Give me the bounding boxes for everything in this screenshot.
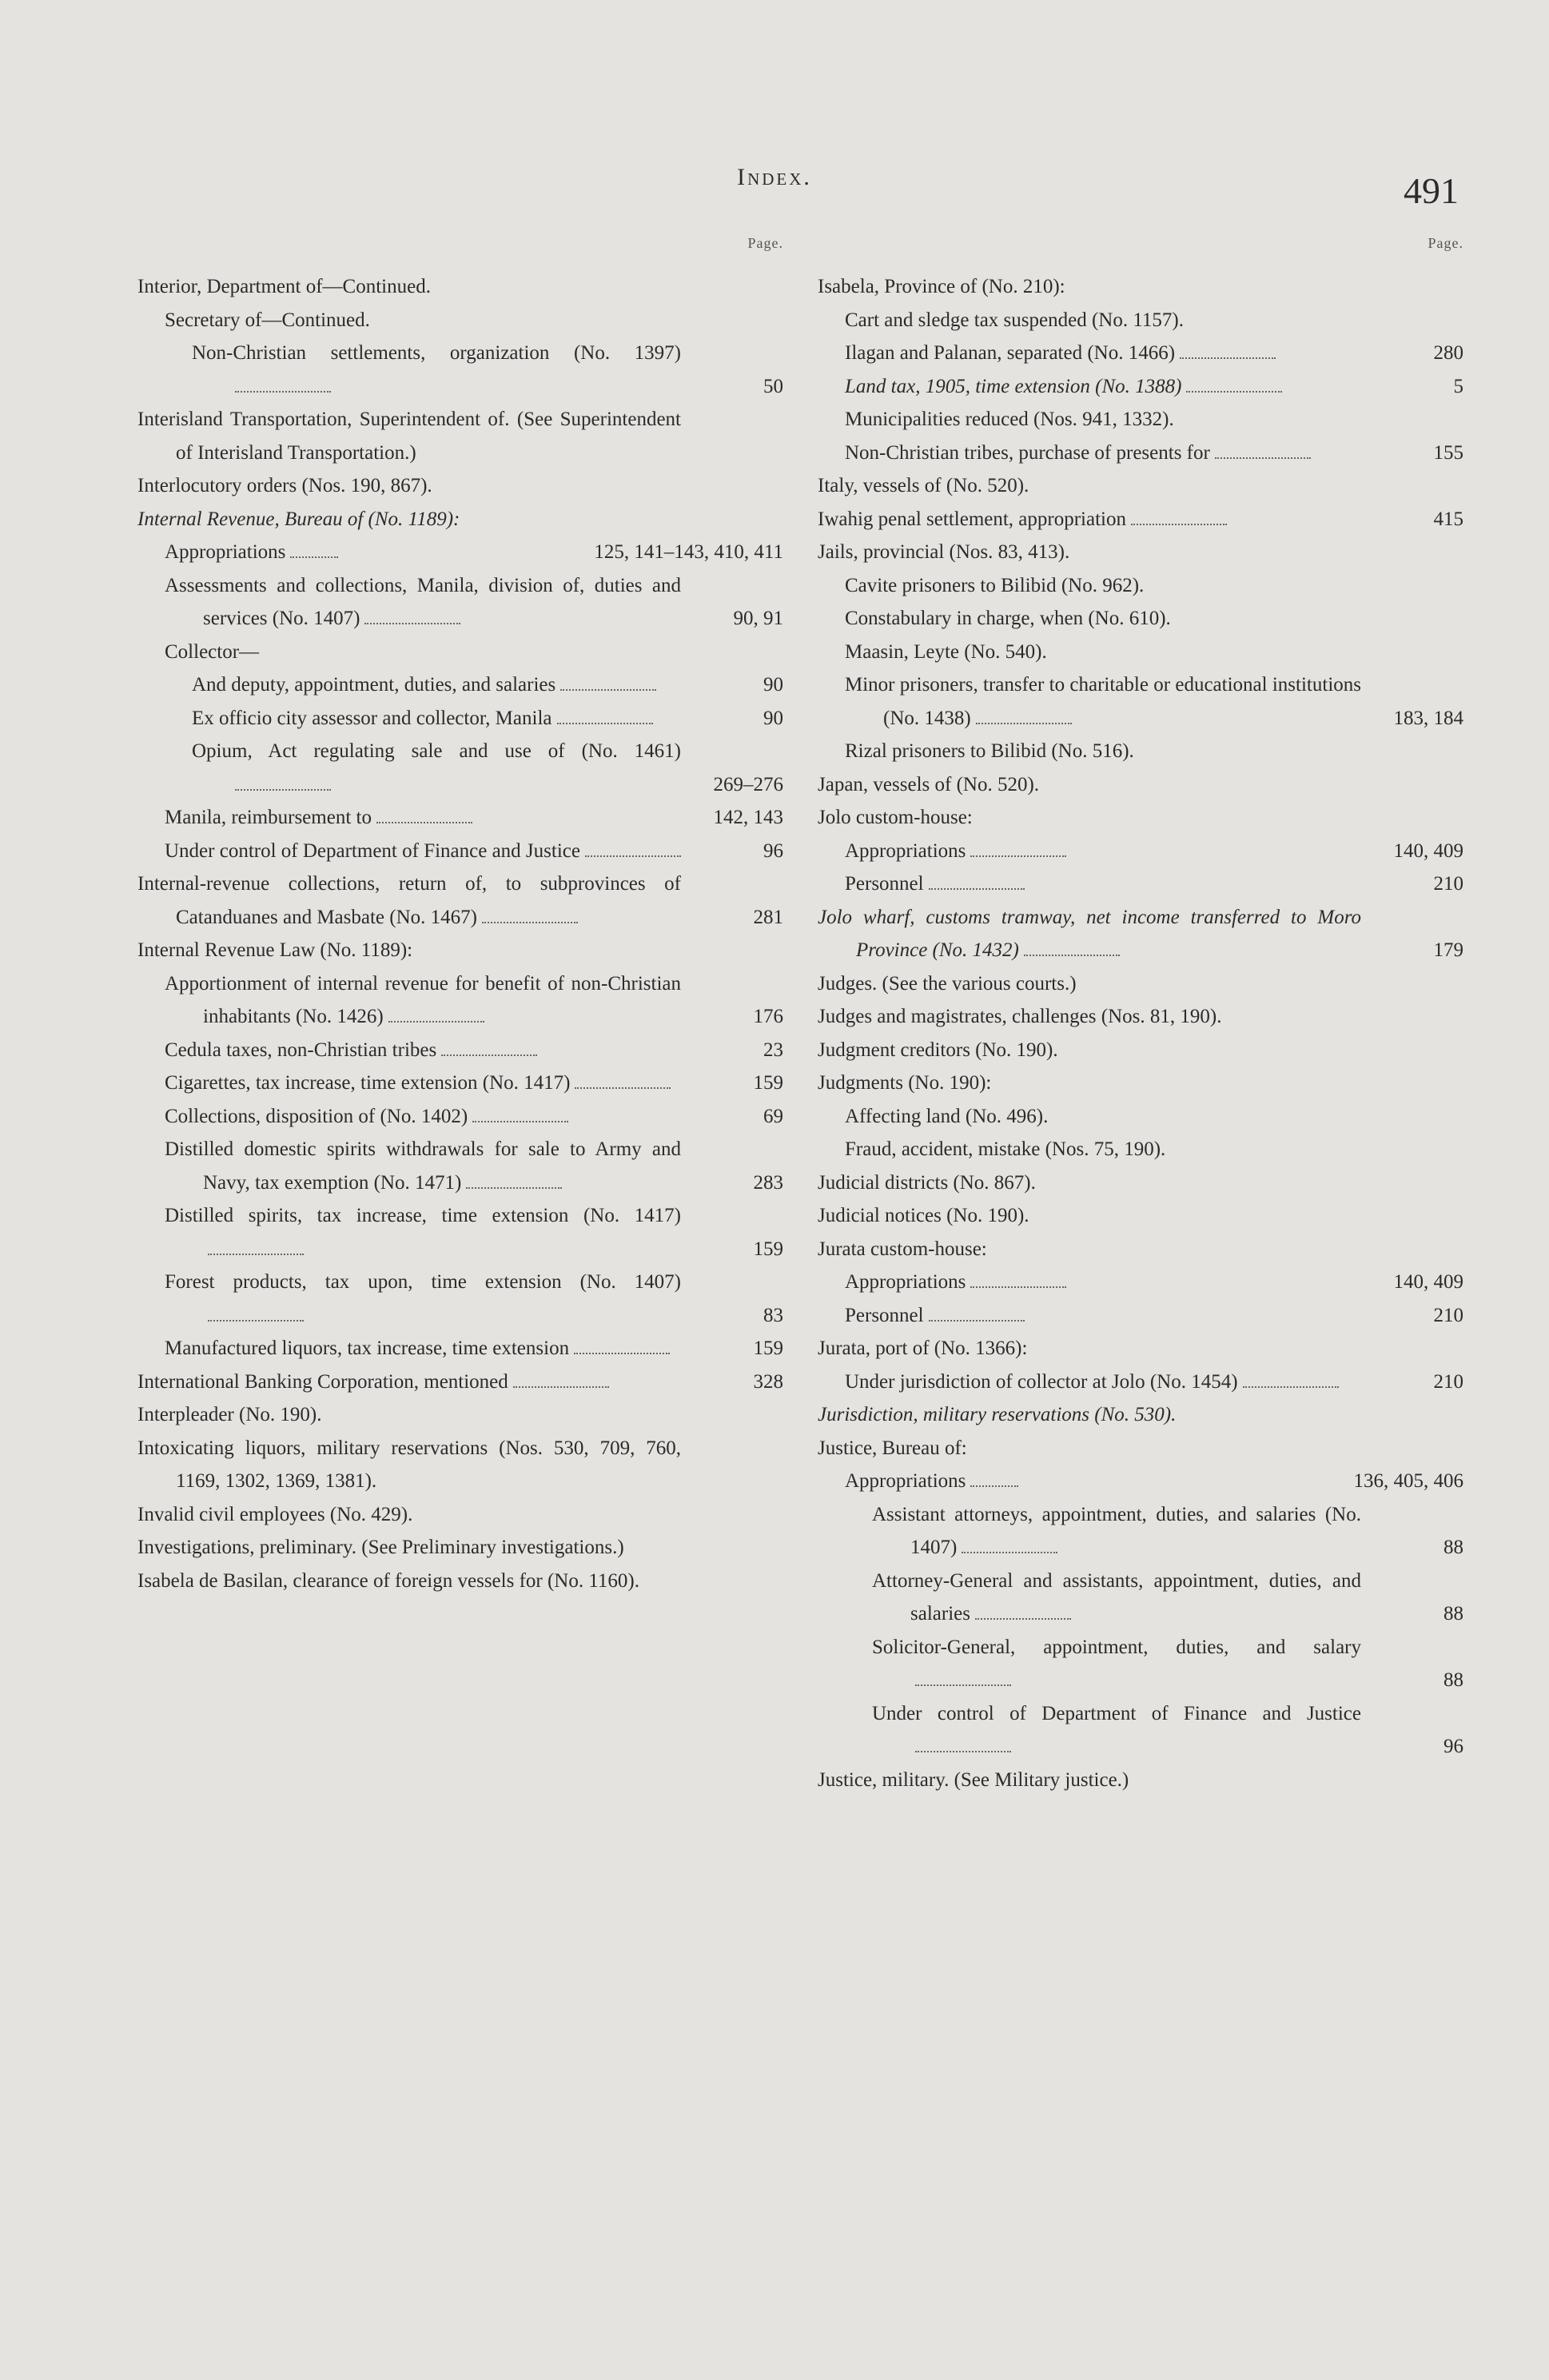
index-entry	[165, 1066, 783, 1100]
entry-page-ref: 281	[753, 906, 783, 928]
dot-leader	[364, 622, 460, 624]
entry-page-ref: 328	[753, 1370, 783, 1393]
index-entry	[845, 403, 1463, 437]
index-entry	[137, 934, 783, 967]
entry-text: Secretary of—Continued.	[165, 309, 370, 331]
entry-text: Appropriations	[845, 1271, 966, 1293]
index-entry	[818, 1233, 1463, 1266]
entry-page-ref: 269–276	[713, 773, 783, 795]
index-entry	[845, 735, 1463, 768]
dot-leader	[208, 1319, 304, 1322]
index-entry	[165, 835, 783, 868]
index-entry	[165, 636, 783, 669]
index-entry	[818, 1000, 1463, 1034]
dot-leader	[441, 1054, 537, 1056]
dot-leader	[388, 1020, 484, 1023]
dot-leader	[970, 1286, 1066, 1288]
dot-leader	[235, 788, 331, 791]
entry-text: Land tax, 1905, time extension (No. 1388)	[845, 375, 1182, 397]
entry-page-ref: 179	[1433, 939, 1463, 961]
entry-page-ref: 96	[1443, 1736, 1463, 1757]
entry-text: Cedula taxes, non-Christian tribes	[165, 1039, 437, 1061]
entry-text: Internal Revenue, Bureau of (No. 1189):	[137, 508, 460, 530]
dot-leader	[929, 1319, 1025, 1322]
index-entry	[165, 1332, 783, 1365]
index-entry	[845, 602, 1463, 636]
entry-text: Ilagan and Palanan, separated (No. 1466)	[845, 342, 1176, 364]
entry-text: Under control of Department of Finance and Justice	[872, 1702, 1361, 1724]
index-entry	[845, 1133, 1463, 1166]
index-entry	[137, 867, 783, 934]
index-entry	[845, 1100, 1463, 1134]
index-entry	[192, 735, 783, 801]
index-entry	[818, 1332, 1463, 1365]
index-entry	[818, 536, 1463, 569]
index-entry	[872, 1697, 1463, 1764]
entry-text: Appropriations	[845, 1470, 966, 1492]
entry-text: Opium, Act regulating sale and use of (No. 1461)	[192, 740, 681, 762]
entry-text: Jurata custom-house:	[818, 1238, 987, 1260]
entry-page-ref: 140, 409	[1393, 1271, 1463, 1293]
entry-text: Judges. (See the various courts.)	[818, 972, 1077, 995]
index-entry	[818, 469, 1463, 503]
dot-leader	[915, 1684, 1011, 1686]
dot-leader	[557, 722, 653, 724]
page-column-label: Page.	[747, 235, 783, 251]
index-entry	[165, 1034, 783, 1067]
index-entry	[192, 668, 783, 702]
index-entry	[845, 636, 1463, 669]
index-entry	[845, 668, 1463, 735]
index-entry	[845, 1365, 1463, 1399]
entry-text: Maasin, Leyte (No. 540).	[845, 640, 1047, 663]
entry-text: And deputy, appointment, duties, and salaries	[192, 674, 556, 696]
index-entry	[165, 1100, 783, 1134]
index-entry	[137, 403, 783, 469]
dot-leader	[376, 821, 472, 823]
dot-leader	[975, 1617, 1071, 1620]
entry-text: Attorney-General and assistants, appointment, duties, and salaries	[872, 1569, 1361, 1625]
entry-page-ref: 96	[763, 839, 783, 862]
index-entry	[137, 469, 783, 503]
dot-leader	[970, 1485, 1018, 1487]
dot-leader	[290, 556, 338, 558]
entry-text: Constabulary in charge, when (No. 610).	[845, 608, 1171, 629]
entry-text: Assistant attorneys, appointment, duties, and salaries (No. 1407)	[872, 1503, 1361, 1558]
entry-page-ref: 280	[1433, 342, 1463, 364]
entry-text: Appropriations	[165, 541, 286, 563]
entry-text: Solicitor-General, appointment, duties, and salary	[872, 1636, 1361, 1658]
index-entry	[137, 270, 783, 304]
entry-text: Jolo custom-house:	[818, 807, 973, 828]
entry-page-ref: 142, 143	[713, 807, 783, 828]
dot-leader	[915, 1750, 1011, 1752]
entry-page-ref: 210	[1433, 1370, 1463, 1393]
index-entry	[818, 270, 1463, 304]
page-number: 491	[1404, 170, 1459, 211]
entry-text: Distilled spirits, tax increase, time extension (No. 1417)	[165, 1205, 681, 1226]
index-column-left	[137, 237, 783, 1597]
index-entry	[137, 1565, 783, 1598]
dot-leader	[560, 688, 656, 691]
index-entry	[137, 1498, 783, 1532]
index-entry	[845, 304, 1463, 337]
entry-text: Interisland Transportation, Superintendent of. (See Superintendent of Interisland Transportation.)	[137, 409, 681, 464]
index-entry	[165, 1133, 783, 1199]
entry-text: Internal-revenue collections, return of, to subprovinces of Catanduanes and Masbate (No. 1467)	[137, 873, 681, 928]
entry-page-ref: 283	[753, 1171, 783, 1194]
index-entry	[818, 1764, 1463, 1797]
entry-page-ref: 69	[763, 1105, 783, 1127]
index-entry	[818, 1199, 1463, 1233]
index-entry	[845, 867, 1463, 901]
dot-leader	[574, 1352, 670, 1354]
entry-page-ref: 5	[1453, 375, 1463, 397]
entry-text: Jurata, port of (No. 1366):	[818, 1338, 1028, 1359]
page-column-label: Page.	[1428, 235, 1463, 251]
index-entry	[818, 768, 1463, 802]
index-entry	[818, 1066, 1463, 1100]
index-entry	[165, 304, 783, 337]
dot-leader	[929, 887, 1025, 890]
index-entry	[845, 835, 1463, 868]
entry-text: Manufactured liquors, tax increase, time extension	[165, 1338, 570, 1359]
entry-page-ref: 88	[1443, 1603, 1463, 1625]
entry-page-ref: 210	[1433, 873, 1463, 895]
entry-text: Ex officio city assessor and collector, Manila	[192, 707, 552, 729]
entry-page-ref: 90	[763, 707, 783, 729]
entry-text: Fraud, accident, mistake (Nos. 75, 190).	[845, 1138, 1166, 1160]
dot-leader	[1131, 523, 1227, 525]
entry-text: Jails, provincial (Nos. 83, 413).	[818, 541, 1070, 563]
dot-leader	[1024, 954, 1120, 956]
dot-leader	[1243, 1385, 1339, 1388]
entry-text: Judgment creditors (No. 190).	[818, 1039, 1058, 1061]
dot-leader	[1180, 357, 1276, 359]
entry-text: Forest products, tax upon, time extension (No. 1407)	[165, 1271, 681, 1293]
dot-leader	[1215, 456, 1311, 459]
entry-text: Interlocutory orders (Nos. 190, 867).	[137, 475, 432, 496]
entry-text: Jurisdiction, military reservations (No. 530).	[818, 1404, 1177, 1425]
index-entry	[845, 1465, 1463, 1498]
entry-text: Collector—	[165, 640, 260, 663]
entry-page-ref: 159	[753, 1338, 783, 1359]
entry-page-ref: 23	[763, 1039, 783, 1061]
index-entry	[137, 1365, 783, 1399]
dot-leader	[1186, 390, 1282, 393]
entry-page-ref: 50	[763, 375, 783, 397]
index-entry	[818, 967, 1463, 1001]
entry-page-ref: 159	[753, 1072, 783, 1094]
entry-page-ref: 415	[1433, 508, 1463, 530]
dot-leader	[208, 1253, 304, 1255]
index-entry	[818, 901, 1463, 967]
entry-text: Distilled domestic spirits withdrawals for sale to Army and Navy, tax exemption (No. 1471)	[165, 1138, 681, 1194]
index-entry	[845, 569, 1463, 603]
index-entry	[192, 337, 783, 403]
entry-text: Iwahig penal settlement, appropriation	[818, 508, 1126, 530]
entry-text: Judges and magistrates, challenges (Nos. 81, 190).	[818, 1006, 1222, 1027]
dot-leader	[976, 722, 1072, 724]
running-head: Index.	[737, 164, 812, 190]
index-entry	[845, 1299, 1463, 1333]
index-entry	[137, 503, 783, 536]
entry-text: Italy, vessels of (No. 520).	[818, 475, 1029, 496]
entry-page-ref: 155	[1433, 441, 1463, 464]
entry-text: Personnel	[845, 1304, 924, 1326]
entry-page-ref: 90, 91	[733, 608, 783, 629]
index-entry	[137, 1531, 783, 1565]
index-entry	[872, 1631, 1463, 1697]
entry-text: Judgments (No. 190):	[818, 1072, 992, 1094]
entry-text: Investigations, preliminary. (See Preliminary investigations.)	[137, 1537, 624, 1558]
index-entry	[165, 536, 783, 569]
entry-text: Manila, reimbursement to	[165, 807, 372, 828]
entry-text: Isabela de Basilan, clearance of foreign vessels for (No. 1160).	[137, 1569, 639, 1592]
entry-text: Justice, military. (See Military justice.)	[818, 1768, 1129, 1791]
entry-text: Isabela, Province of (No. 210):	[818, 276, 1065, 297]
index-entry	[845, 437, 1463, 470]
entry-text: Rizal prisoners to Bilibid (No. 516).	[845, 740, 1134, 762]
entry-page-ref: 183, 184	[1393, 707, 1463, 729]
entry-text: Non-Christian settlements, organization (No. 1397)	[192, 342, 681, 364]
entry-text: Internal Revenue Law (No. 1189):	[137, 939, 413, 961]
entry-page-ref: 159	[753, 1238, 783, 1260]
entry-text: Personnel	[845, 873, 924, 895]
entry-page-ref: 88	[1443, 1537, 1463, 1558]
entry-text: Cart and sledge tax suspended (No. 1157).	[845, 309, 1184, 331]
index-entry	[845, 1266, 1463, 1299]
index-entry	[872, 1498, 1463, 1565]
entry-text: Under control of Department of Finance and Justice	[165, 839, 580, 862]
entry-text: Judicial notices (No. 190).	[818, 1205, 1029, 1226]
index-entry	[845, 370, 1463, 404]
entry-text: Jolo wharf, customs tramway, net income transferred to Moro Province (No. 1432)	[818, 906, 1361, 961]
index-entry	[845, 337, 1463, 370]
index-entry	[165, 569, 783, 636]
index-entry	[818, 1398, 1463, 1432]
dot-leader	[472, 1120, 568, 1122]
entry-page-ref: 140, 409	[1393, 839, 1463, 862]
index-entry	[818, 1432, 1463, 1465]
dot-leader	[962, 1551, 1057, 1553]
index-entry	[165, 1199, 783, 1266]
dot-leader	[482, 921, 578, 923]
entry-text: Interpleader (No. 190).	[137, 1404, 322, 1425]
index-entry	[165, 1266, 783, 1332]
dot-leader	[575, 1086, 671, 1089]
entry-text: Interior, Department of—Continued.	[137, 276, 431, 297]
index-entry	[818, 1166, 1463, 1200]
entry-text: Cavite prisoners to Bilibid (No. 962).	[845, 574, 1145, 596]
entry-text: Invalid civil employees (No. 429).	[137, 1503, 413, 1525]
entry-text: Non-Christian tribes, purchase of presents for	[845, 441, 1210, 464]
index-entry	[165, 967, 783, 1034]
entry-text: Judicial districts (No. 867).	[818, 1171, 1036, 1194]
dot-leader	[513, 1385, 609, 1388]
index-entry	[137, 1398, 783, 1432]
index-column-right	[818, 237, 1463, 1796]
entry-page-ref: 83	[763, 1304, 783, 1326]
entry-page-ref: 90	[763, 674, 783, 696]
entry-text: Affecting land (No. 496).	[845, 1105, 1049, 1127]
dot-leader	[466, 1186, 562, 1189]
entry-text: Justice, Bureau of:	[818, 1437, 967, 1459]
entry-text: Under jurisdiction of collector at Jolo (No. 1454)	[845, 1370, 1238, 1393]
entry-page-ref: 176	[753, 1006, 783, 1027]
entry-text: Cigarettes, tax increase, time extension (No. 1417)	[165, 1072, 571, 1094]
index-entry	[872, 1565, 1463, 1631]
entry-page-ref: 210	[1433, 1304, 1463, 1326]
entry-text: Japan, vessels of (No. 520).	[818, 773, 1040, 795]
index-entry	[818, 801, 1463, 835]
index-entry	[165, 801, 783, 835]
index-entry	[192, 702, 783, 736]
entry-text: International Banking Corporation, mentioned	[137, 1370, 508, 1393]
index-entry	[818, 1034, 1463, 1067]
dot-leader	[235, 390, 331, 393]
entry-text: Intoxicating liquors, military reservations (Nos. 530, 709, 760, 1169, 1302, 1369, 1381).	[137, 1437, 681, 1492]
entry-text: Municipalities reduced (Nos. 941, 1332).	[845, 409, 1174, 430]
entry-text: Minor prisoners, transfer to charitable or educational institutions (No. 1438)	[845, 674, 1361, 729]
index-entry	[137, 1432, 783, 1498]
entry-text: Apportionment of internal revenue for benefit of non-Christian inhabitants (No. 1426)	[165, 972, 681, 1027]
entry-text: Assessments and collections, Manila, division of, duties and services (No. 1407)	[165, 574, 681, 629]
entry-page-ref: 125, 141–143, 410, 411	[594, 541, 783, 563]
entry-page-ref: 88	[1443, 1669, 1463, 1691]
index-entry	[818, 503, 1463, 536]
entry-text: Appropriations	[845, 839, 966, 862]
entry-text: Collections, disposition of (No. 1402)	[165, 1105, 468, 1127]
dot-leader	[585, 855, 681, 857]
entry-page-ref: 136, 405, 406	[1353, 1470, 1463, 1492]
dot-leader	[970, 855, 1066, 857]
